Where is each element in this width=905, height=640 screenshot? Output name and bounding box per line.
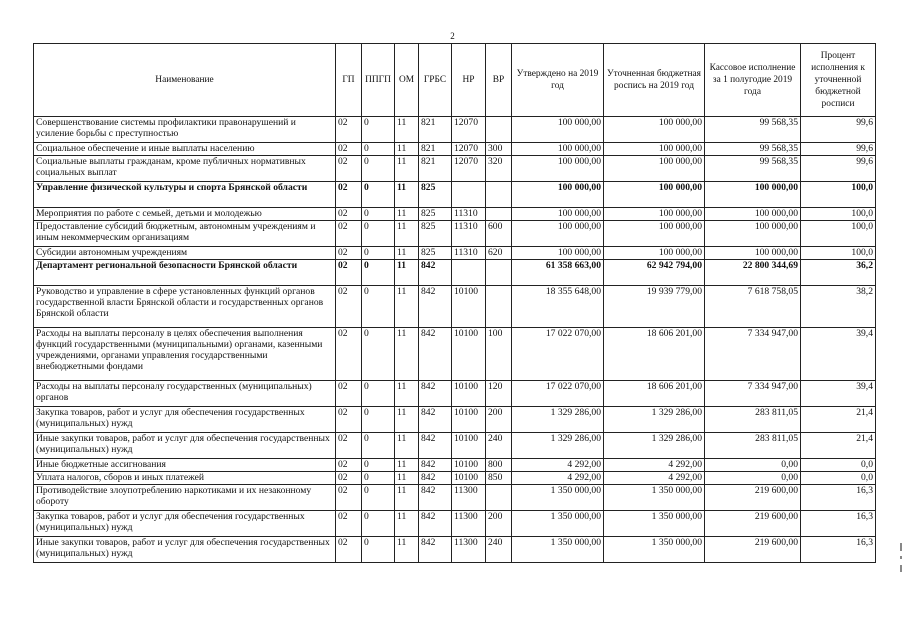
cell-cash: 22 800 344,69	[705, 260, 801, 286]
cell-ppgp: 0	[362, 485, 395, 511]
cell-ppgp: 0	[362, 459, 395, 472]
cell-om: 11	[395, 472, 419, 485]
cell-name: Социальное обеспечение и иные выплаты населению	[34, 143, 336, 156]
cell-approved: 100 000,00	[512, 247, 604, 260]
cell-ppgp: 0	[362, 286, 395, 328]
cell-ppgp: 0	[362, 182, 395, 208]
cell-gp: 02	[336, 472, 362, 485]
cell-name: Совершенствование системы профилактики правонарушений и усиление борьбы с преступностью	[34, 117, 336, 143]
cell-percent: 21,4	[801, 407, 876, 433]
cell-om: 11	[395, 537, 419, 563]
cell-refined: 1 329 286,00	[604, 433, 705, 459]
table-body	[34, 117, 876, 563]
cell-refined: 100 000,00	[604, 117, 705, 143]
cell-refined: 100 000,00	[604, 247, 705, 260]
cell-om: 11	[395, 143, 419, 156]
cell-np: 10100	[452, 381, 486, 407]
cell-cash: 99 568,35	[705, 143, 801, 156]
cell-gp: 02	[336, 260, 362, 286]
cell-approved: 18 355 648,00	[512, 286, 604, 328]
table-header-row	[34, 44, 876, 117]
cell-cash: 7 334 947,00	[705, 328, 801, 381]
cell-percent: 0,0	[801, 459, 876, 472]
budget-execution-table	[33, 43, 876, 563]
cell-gp: 02	[336, 459, 362, 472]
cell-om: 11	[395, 117, 419, 143]
header-refined: Уточненная бюджетная роспись на 2019 год	[604, 44, 705, 117]
cell-grbs: 842	[419, 537, 452, 563]
header-om: ОМ	[395, 44, 419, 117]
header-approved: Утверждено на 2019 год	[512, 44, 604, 117]
cell-percent: 99,6	[801, 156, 876, 182]
cell-percent: 99,6	[801, 143, 876, 156]
cell-om: 11	[395, 182, 419, 208]
cell-grbs: 842	[419, 485, 452, 511]
cell-percent: 99,6	[801, 117, 876, 143]
cell-cash: 99 568,35	[705, 117, 801, 143]
cell-approved: 100 000,00	[512, 117, 604, 143]
cell-np: 11300	[452, 511, 486, 537]
cell-name: Субсидии автономным учреждениям	[34, 247, 336, 260]
cell-name: Закупка товаров, работ и услуг для обеспечения государственных (муниципальных) нужд	[34, 511, 336, 537]
cell-vr: 200	[486, 407, 512, 433]
cell-approved: 1 329 286,00	[512, 433, 604, 459]
cell-gp: 02	[336, 143, 362, 156]
cell-approved: 100 000,00	[512, 182, 604, 208]
cell-percent: 0,0	[801, 472, 876, 485]
cell-np: 12070	[452, 156, 486, 182]
cell-vr	[486, 485, 512, 511]
cell-refined: 100 000,00	[604, 182, 705, 208]
cell-cash: 283 811,05	[705, 407, 801, 433]
cell-vr: 100	[486, 328, 512, 381]
cell-refined: 100 000,00	[604, 143, 705, 156]
cell-om: 11	[395, 407, 419, 433]
cell-grbs: 842	[419, 407, 452, 433]
cell-grbs: 842	[419, 381, 452, 407]
cell-vr: 120	[486, 381, 512, 407]
cell-refined: 100 000,00	[604, 156, 705, 182]
cell-vr	[486, 286, 512, 328]
cell-cash: 99 568,35	[705, 156, 801, 182]
cell-percent: 100,0	[801, 221, 876, 247]
cell-ppgp: 0	[362, 537, 395, 563]
cell-percent: 16,3	[801, 537, 876, 563]
cell-refined: 4 292,00	[604, 472, 705, 485]
cell-om: 11	[395, 247, 419, 260]
cell-gp: 02	[336, 381, 362, 407]
cell-om: 11	[395, 328, 419, 381]
cell-refined: 100 000,00	[604, 208, 705, 221]
cell-gp: 02	[336, 485, 362, 511]
cell-name: Мероприятия по работе с семьей, детьми и молодежью	[34, 208, 336, 221]
cell-om: 11	[395, 260, 419, 286]
cell-name: Социальные выплаты гражданам, кроме публичных нормативных социальных выплат	[34, 156, 336, 182]
cell-np: 11310	[452, 208, 486, 221]
cell-ppgp: 0	[362, 221, 395, 247]
cell-om: 11	[395, 511, 419, 537]
cell-np	[452, 182, 486, 208]
scan-mark	[900, 556, 902, 559]
cell-om: 11	[395, 433, 419, 459]
cell-refined: 1 350 000,00	[604, 485, 705, 511]
cell-vr: 600	[486, 221, 512, 247]
table-row	[34, 221, 876, 247]
cell-cash: 0,00	[705, 459, 801, 472]
cell-grbs: 842	[419, 459, 452, 472]
cell-gp: 02	[336, 117, 362, 143]
cell-vr: 800	[486, 459, 512, 472]
cell-cash: 219 600,00	[705, 485, 801, 511]
cell-percent: 100,0	[801, 182, 876, 208]
cell-vr: 320	[486, 156, 512, 182]
table-row	[34, 459, 876, 472]
cell-approved: 61 358 663,00	[512, 260, 604, 286]
cell-gp: 02	[336, 328, 362, 381]
header-np: НР	[452, 44, 486, 117]
cell-name: Департамент региональной безопасности Брянской области	[34, 260, 336, 286]
cell-ppgp: 0	[362, 328, 395, 381]
cell-gp: 02	[336, 433, 362, 459]
header-percent: Процент исполнения к уточненной бюджетной росписи	[801, 44, 876, 117]
cell-name: Закупка товаров, работ и услуг для обеспечения государственных (муниципальных) нужд	[34, 407, 336, 433]
cell-cash: 100 000,00	[705, 221, 801, 247]
cell-approved: 4 292,00	[512, 472, 604, 485]
cell-vr	[486, 182, 512, 208]
cell-refined: 4 292,00	[604, 459, 705, 472]
header-grbs: ГРБС	[419, 44, 452, 117]
cell-cash: 0,00	[705, 472, 801, 485]
cell-approved: 100 000,00	[512, 143, 604, 156]
cell-grbs: 825	[419, 247, 452, 260]
table-row	[34, 156, 876, 182]
cell-np: 11300	[452, 537, 486, 563]
cell-ppgp: 0	[362, 407, 395, 433]
table-row	[34, 511, 876, 537]
cell-ppgp: 0	[362, 260, 395, 286]
cell-np: 10100	[452, 328, 486, 381]
cell-name: Предоставление субсидий бюджетным, автономным учреждениям и иным некоммерческим организациям	[34, 221, 336, 247]
cell-approved: 1 350 000,00	[512, 485, 604, 511]
cell-vr	[486, 260, 512, 286]
cell-np: 10100	[452, 286, 486, 328]
table-row	[34, 247, 876, 260]
cell-cash: 219 600,00	[705, 537, 801, 563]
cell-om: 11	[395, 221, 419, 247]
table-row	[34, 433, 876, 459]
cell-percent: 100,0	[801, 208, 876, 221]
table-row	[34, 537, 876, 563]
cell-cash: 283 811,05	[705, 433, 801, 459]
cell-grbs: 825	[419, 221, 452, 247]
cell-refined: 1 329 286,00	[604, 407, 705, 433]
cell-gp: 02	[336, 221, 362, 247]
cell-np: 11310	[452, 221, 486, 247]
cell-np: 12070	[452, 117, 486, 143]
cell-grbs: 842	[419, 433, 452, 459]
cell-ppgp: 0	[362, 511, 395, 537]
cell-approved: 1 350 000,00	[512, 537, 604, 563]
cell-vr: 300	[486, 143, 512, 156]
cell-percent: 36,2	[801, 260, 876, 286]
cell-om: 11	[395, 381, 419, 407]
cell-om: 11	[395, 485, 419, 511]
cell-ppgp: 0	[362, 381, 395, 407]
cell-refined: 18 606 201,00	[604, 381, 705, 407]
cell-cash: 7 334 947,00	[705, 381, 801, 407]
cell-om: 11	[395, 156, 419, 182]
cell-ppgp: 0	[362, 433, 395, 459]
cell-grbs: 842	[419, 260, 452, 286]
cell-om: 11	[395, 286, 419, 328]
cell-refined: 1 350 000,00	[604, 511, 705, 537]
cell-gp: 02	[336, 537, 362, 563]
header-name: Наименование	[34, 44, 336, 117]
table-row	[34, 260, 876, 286]
cell-grbs: 821	[419, 117, 452, 143]
cell-np: 10100	[452, 407, 486, 433]
cell-grbs: 842	[419, 286, 452, 328]
cell-vr	[486, 117, 512, 143]
table-row	[34, 182, 876, 208]
cell-name: Уплата налогов, сборов и иных платежей	[34, 472, 336, 485]
cell-gp: 02	[336, 511, 362, 537]
table-row	[34, 208, 876, 221]
cell-om: 11	[395, 208, 419, 221]
cell-percent: 39,4	[801, 328, 876, 381]
table-row	[34, 381, 876, 407]
cell-gp: 02	[336, 247, 362, 260]
cell-vr: 240	[486, 433, 512, 459]
cell-percent: 21,4	[801, 433, 876, 459]
cell-grbs: 821	[419, 156, 452, 182]
cell-cash: 219 600,00	[705, 511, 801, 537]
cell-vr: 240	[486, 537, 512, 563]
header-ppgp: ППГП	[362, 44, 395, 117]
cell-percent: 38,2	[801, 286, 876, 328]
cell-name: Руководство и управление в сфере установленных функций органов государственной власти Брянской области и государственных органов Брянской области	[34, 286, 336, 328]
cell-cash: 100 000,00	[705, 208, 801, 221]
cell-grbs: 825	[419, 208, 452, 221]
cell-percent: 16,3	[801, 485, 876, 511]
cell-name: Иные закупки товаров, работ и услуг для обеспечения государственных (муниципальных) нужд	[34, 537, 336, 563]
cell-ppgp: 0	[362, 117, 395, 143]
cell-grbs: 842	[419, 511, 452, 537]
cell-refined: 1 350 000,00	[604, 537, 705, 563]
cell-refined: 19 939 779,00	[604, 286, 705, 328]
page-number: 2	[450, 31, 455, 41]
cell-np: 10100	[452, 459, 486, 472]
cell-name: Управление физической культуры и спорта Брянской области	[34, 182, 336, 208]
cell-cash: 100 000,00	[705, 247, 801, 260]
cell-refined: 18 606 201,00	[604, 328, 705, 381]
cell-np: 10100	[452, 433, 486, 459]
cell-ppgp: 0	[362, 143, 395, 156]
cell-vr: 620	[486, 247, 512, 260]
cell-np: 11300	[452, 485, 486, 511]
table-row	[34, 407, 876, 433]
cell-np	[452, 260, 486, 286]
cell-grbs: 821	[419, 143, 452, 156]
cell-vr: 200	[486, 511, 512, 537]
table-row	[34, 117, 876, 143]
cell-name: Иные закупки товаров, работ и услуг для обеспечения государственных (муниципальных) нужд	[34, 433, 336, 459]
cell-percent: 39,4	[801, 381, 876, 407]
cell-approved: 17 022 070,00	[512, 328, 604, 381]
table-row	[34, 143, 876, 156]
cell-name: Расходы на выплаты персоналу в целях обеспечения выполнения функций государственными (муниципальными) органами, казенными учреждениями, органами управления государственными внебюджетными фондами	[34, 328, 336, 381]
cell-om: 11	[395, 459, 419, 472]
scan-mark	[900, 565, 902, 572]
cell-ppgp: 0	[362, 247, 395, 260]
cell-name: Иные бюджетные ассигнования	[34, 459, 336, 472]
cell-grbs: 825	[419, 182, 452, 208]
table-row	[34, 286, 876, 328]
table-row	[34, 485, 876, 511]
cell-gp: 02	[336, 182, 362, 208]
cell-np: 12070	[452, 143, 486, 156]
cell-approved: 100 000,00	[512, 221, 604, 247]
cell-approved: 1 329 286,00	[512, 407, 604, 433]
table-row	[34, 472, 876, 485]
cell-name: Противодействие злоупотреблению наркотиками и их незаконному обороту	[34, 485, 336, 511]
cell-grbs: 842	[419, 328, 452, 381]
cell-approved: 1 350 000,00	[512, 511, 604, 537]
cell-percent: 100,0	[801, 247, 876, 260]
table-row	[34, 328, 876, 381]
cell-gp: 02	[336, 156, 362, 182]
cell-cash: 7 618 758,05	[705, 286, 801, 328]
cell-gp: 02	[336, 286, 362, 328]
cell-ppgp: 0	[362, 472, 395, 485]
cell-np: 11310	[452, 247, 486, 260]
cell-refined: 100 000,00	[604, 221, 705, 247]
cell-gp: 02	[336, 407, 362, 433]
cell-vr: 850	[486, 472, 512, 485]
cell-approved: 17 022 070,00	[512, 381, 604, 407]
cell-np: 10100	[452, 472, 486, 485]
cell-ppgp: 0	[362, 208, 395, 221]
header-cash: Кассовое исполнение за 1 полугодие 2019 года	[705, 44, 801, 117]
cell-approved: 4 292,00	[512, 459, 604, 472]
cell-percent: 16,3	[801, 511, 876, 537]
cell-gp: 02	[336, 208, 362, 221]
cell-refined: 62 942 794,00	[604, 260, 705, 286]
cell-name: Расходы на выплаты персоналу государственных (муниципальных) органов	[34, 381, 336, 407]
header-vr: ВР	[486, 44, 512, 117]
cell-grbs: 842	[419, 472, 452, 485]
cell-vr	[486, 208, 512, 221]
cell-ppgp: 0	[362, 156, 395, 182]
scan-mark	[900, 543, 902, 551]
cell-approved: 100 000,00	[512, 208, 604, 221]
header-gp: ГП	[336, 44, 362, 117]
cell-cash: 100 000,00	[705, 182, 801, 208]
cell-approved: 100 000,00	[512, 156, 604, 182]
